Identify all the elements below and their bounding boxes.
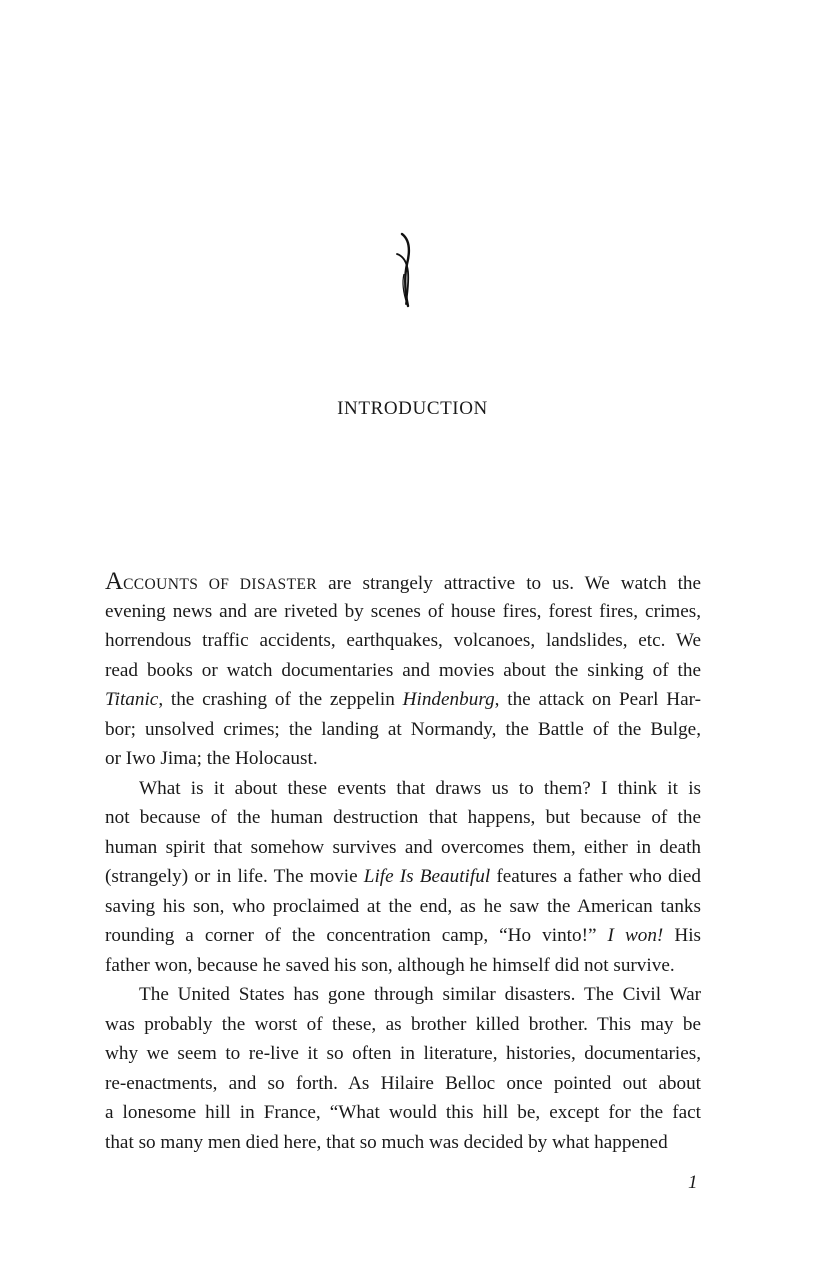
text-run: features a father who died	[490, 866, 701, 887]
text-line	[105, 744, 701, 774]
text-line	[105, 921, 701, 951]
text-line	[105, 980, 701, 1010]
page-number: 1	[688, 1172, 698, 1193]
text-line	[105, 892, 701, 922]
text-line	[105, 1010, 701, 1040]
text-run: or Iwo Jima; the Holocaust.	[105, 748, 318, 769]
text-run: , the attack on Pearl Har-	[494, 689, 701, 710]
chapter-title: INTRODUCTION	[337, 398, 488, 419]
text-run: rounding a corner of the concentration camp, “Ho vinto!”	[105, 925, 608, 946]
text-run: evening news and are riveted by scenes of house fires, forest fires, crimes,	[105, 600, 701, 622]
text-line	[105, 1069, 701, 1099]
text-line	[105, 774, 701, 804]
text-run: bor; unsolved crimes; the landing at Normandy, the Battle of the Bulge,	[105, 718, 701, 740]
text-run: not because of the human destruction that happens, but because of the	[105, 807, 701, 828]
italic-text: Hindenburg	[402, 689, 495, 710]
text-run: human spirit that somehow survives and overcomes them, either in death	[105, 836, 701, 858]
text-run: why we seem to re-live it so often in literature, histories, documentaries,	[105, 1043, 701, 1064]
text-run: a lonesome hill in France, “What would this hill be, except for the fact	[105, 1102, 701, 1123]
text-line	[105, 951, 701, 981]
text-line	[105, 567, 701, 597]
paragraph	[105, 980, 701, 1157]
paragraph	[105, 567, 701, 774]
text-line	[105, 597, 701, 627]
text-run: , the crashing of the zeppelin	[158, 689, 403, 710]
text-run: was probably the worst of these, as brother killed brother. This may be	[105, 1013, 701, 1035]
lead-in-initial: A	[105, 568, 124, 595]
italic-text: I won!	[607, 925, 664, 946]
text-run: saving his son, who proclaimed at the end, as he saw the American tanks	[105, 895, 701, 917]
text-line	[105, 1128, 701, 1158]
paragraph	[105, 774, 701, 981]
text-run: are strangely attractive to us. We watch the	[317, 573, 701, 594]
italic-text: Titanic	[105, 689, 159, 710]
text-line	[105, 715, 701, 745]
body-text	[105, 567, 701, 1157]
text-run: (strangely) or in life. The movie	[105, 866, 364, 887]
text-run: that so many men died here, that so much was decided by what happened	[105, 1131, 668, 1153]
italic-text: Life Is Beautiful	[363, 866, 491, 887]
text-run: horrendous traffic accidents, earthquakes, volcanoes, landslides, etc. We	[105, 630, 701, 651]
text-run: What is it about these events that draws us to them? I think it is	[139, 777, 701, 799]
text-line	[105, 656, 701, 686]
text-line	[105, 1098, 701, 1128]
text-run: His	[663, 925, 701, 946]
fleuron-stroke-icon	[386, 230, 436, 310]
text-line	[105, 803, 701, 833]
lead-in-smallcaps: CCOUNTS OF DISASTER	[123, 576, 318, 593]
text-line	[105, 685, 701, 715]
text-run: re-enactments, and so forth. As Hilaire Belloc once pointed out about	[105, 1072, 701, 1094]
text-run: The United States has gone through similar disasters. The Civil War	[139, 984, 701, 1005]
text-line	[105, 1039, 701, 1069]
text-line	[105, 626, 701, 656]
text-line	[105, 862, 701, 892]
text-run: read books or watch documentaries and movies about the sinking of the	[105, 659, 701, 681]
text-run: father won, because he saved his son, although he himself did not survive.	[105, 954, 675, 976]
text-line	[105, 833, 701, 863]
